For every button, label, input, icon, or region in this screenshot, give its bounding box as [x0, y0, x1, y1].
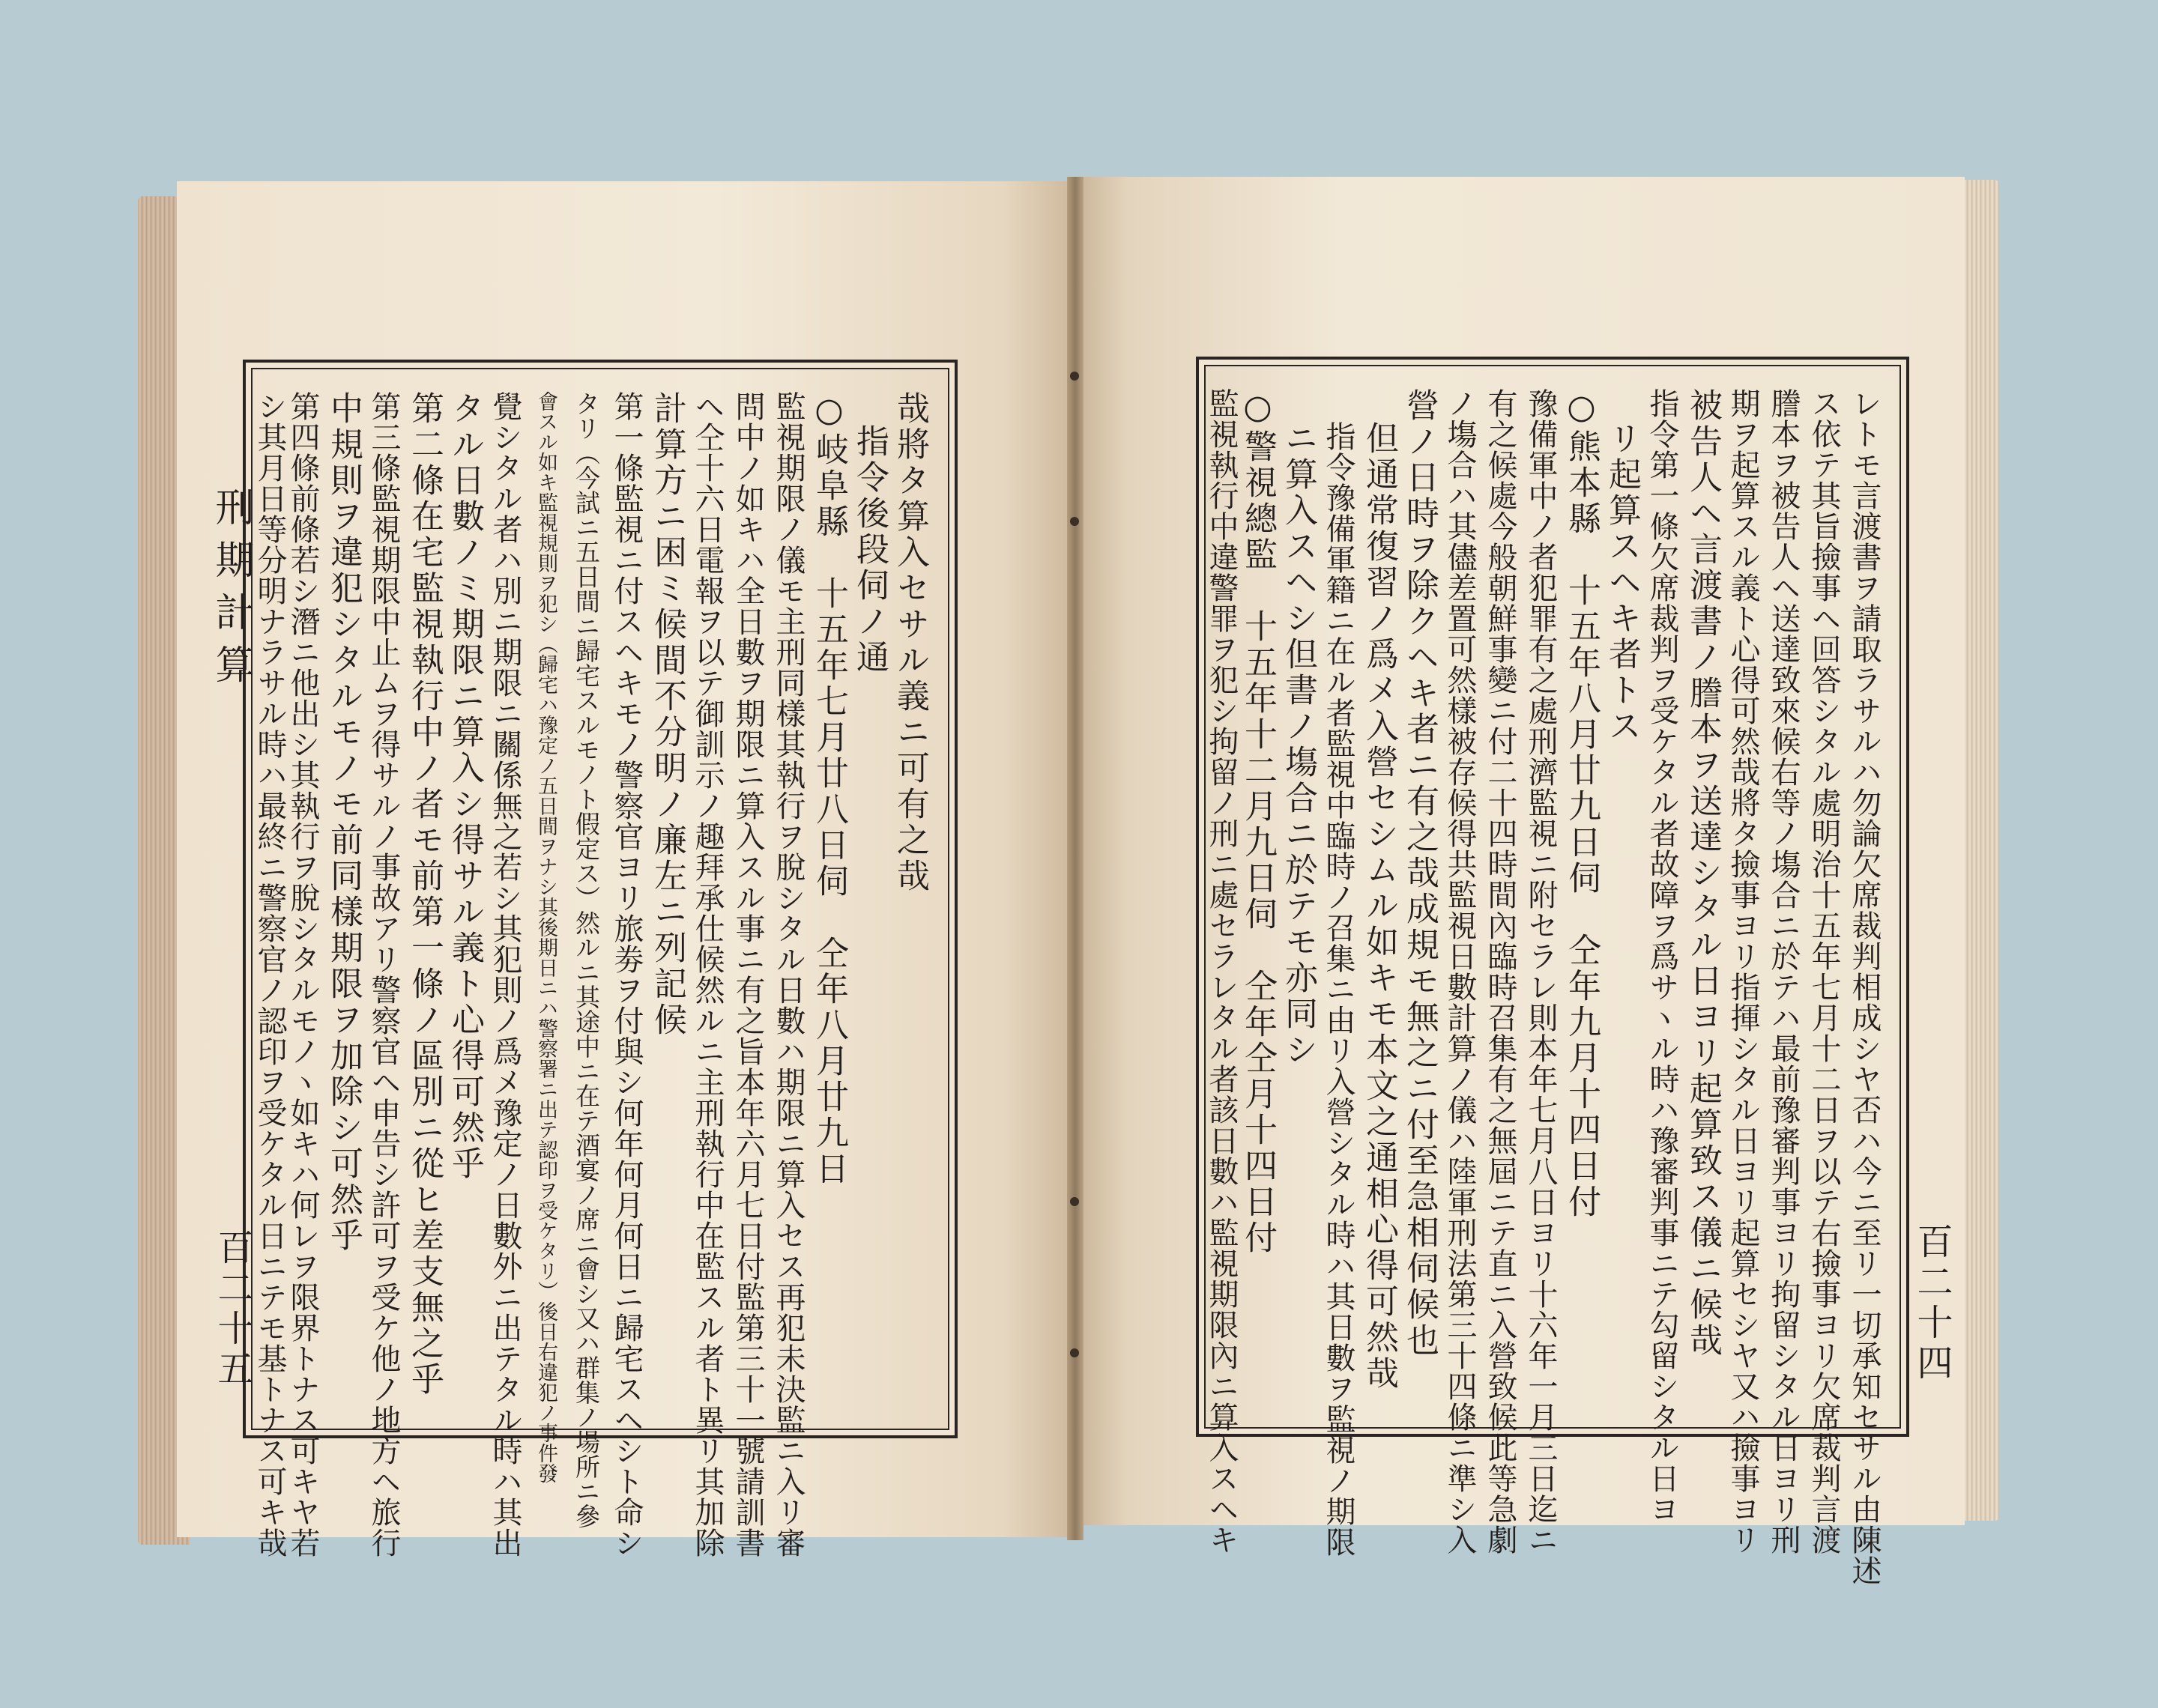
- text-column: ヘ仝十六日電報ヲ以テ御訓示ノ趣拜承仕候然ルニ主刑執行中在監スル者ト異リ其加除: [690, 391, 725, 1558]
- text-column: 被告人ヘ言渡書ノ謄本ヲ送達シタル日ヨリ起算致ス儀ニ候哉: [1684, 388, 1722, 1359]
- text-column: ス依テ其旨撿事ヘ回答シタル處明治十五年七月十二日ヲ以テ右撿事ヨリ欠席裁判言渡: [1807, 388, 1841, 1555]
- text-column: シ其月日等分明ナラサル時ハ最終ニ警察官ノ認印ヲ受ケタル日ニテモ基トナス可キ哉: [253, 391, 287, 1558]
- text-column: 哉將タ算入セサル義ニ可有之哉: [891, 391, 929, 894]
- text-column: ○岐阜縣 十五年七月廿八日伺 仝年八月廿九日: [810, 391, 848, 1187]
- text-column: ○熊本縣 十五年八月廿九日伺 仝年九月十四日付: [1562, 388, 1601, 1220]
- text-column: 覺シタル者ハ別ニ期限ニ關係無之若シ其犯則ノ爲メ豫定ノ日數外ニ出テタル時ハ其出: [488, 391, 522, 1558]
- text-column: 期ヲ起算スル義ト心得可然哉將タ撿事ヨリ指揮シタル日ヨリ起算セシヤ又ハ撿事ヨリ: [1726, 388, 1760, 1555]
- text-column: 監視執行中違警罪ヲ犯シ拘留ノ刑ニ處セラレタル者該日數ハ監視期限內ニ算入スヘキ: [1204, 388, 1239, 1555]
- text-column: 指令豫備軍籍ニ在ル者監視中臨時ノ召集ニ由リ入營シタル時ハ其日數ヲ監視ノ期限: [1321, 421, 1355, 1557]
- binding-stitch-hole: [1070, 517, 1079, 526]
- binding-stitch-hole: [1070, 1197, 1079, 1206]
- text-column: タリ（今試ニ五日間ニ歸宅スルモノト假定ス）然ルニ其途中ニ在テ酒宴ノ席ニ會シ又ハ群集ノ場所ニ參: [572, 391, 601, 1528]
- text-column: 第四條前條若シ潛ニ他出シ其執行ヲ脫シタルモノヽ如キハ何レヲ限界トナス可キヤ若: [285, 391, 320, 1558]
- text-column: 豫備軍中ノ者犯罪有之處刑濟監視ニ附セラレ則本年七月八日ヨリ十六年一月三日迄ニ: [1523, 388, 1558, 1555]
- text-column: 第二條在宅監視執行中ノ者モ前第一條ノ區別ニ從ヒ差支無之乎: [405, 391, 444, 1398]
- text-column: 指令後段伺ノ通: [850, 424, 889, 676]
- text-column: 問中ノ如キハ全日數ヲ期限ニ算入スル事ニ有之旨本年六月七日付監第三十一號請訓書: [731, 391, 765, 1558]
- text-column: 營ノ日時ヲ除クヘキ者ニ有之哉成規モ無之ニ付至急相伺候也: [1400, 388, 1439, 1359]
- text-column: 監視期限ノ儀モ主刑同樣其執行ヲ脫シタル日數ハ期限ニ算入セス再犯未決監ニ入リ審: [771, 391, 806, 1558]
- text-column: 但通常復習ノ爲メ入營セシムル如キモ本文之通相心得可然哉: [1360, 421, 1398, 1392]
- page-number-right: 百二十四: [1911, 1223, 1953, 1384]
- text-column: ニ算入スヘシ但書ノ塲合ニ於テモ亦同シ: [1279, 421, 1317, 1068]
- page-number-left: 百二十五: [211, 1229, 253, 1390]
- text-column: タル日數ノミ期限ニ算入シ得サル義ト心得可然乎: [446, 391, 484, 1182]
- binding-stitch-hole: [1070, 1348, 1079, 1357]
- text-column: レトモ言渡書ヲ請取ラサルハ勿論欠席裁判相成シヤ否ハ今ニ至リ一切承知セサル由陳述: [1847, 388, 1882, 1586]
- text-column: 中規則ヲ違犯シタルモノモ前同樣期限ヲ加除シ可然乎: [324, 391, 363, 1254]
- text-column: 計算方ニ困ミ候間不分明ノ廉左ニ列記候: [648, 391, 686, 1038]
- text-column: リ起算スヘキ者トス: [1603, 421, 1641, 745]
- text-column: 第三條監視期限中止ムヲ得サルノ事故アリ警察官ヘ申告シ許可ヲ受ケ他ノ地方ヘ旅行: [366, 391, 401, 1558]
- text-column: 謄本ヲ被告人ヘ送達致來候右等ノ塲合ニ於テハ最前豫審判事ヨリ拘留シタル日ヨリ刑: [1766, 388, 1801, 1555]
- text-column: ノ塲合ハ其儘差置可然樣被存候得共監視日數計算ノ儀ハ陸軍刑法第三十四條ニ準シ入: [1442, 388, 1477, 1555]
- text-column: 會スル如キ監視規則ヲ犯シ（歸宅ハ豫定ノ五日間ヲナシ其後期日ニハ警察署ニ出テ認印ヲ受ケタリ）後日右違犯ノ事件發: [534, 391, 557, 1483]
- text-column: 有之候處今般朝鮮事變ニ付二十四時間內臨時召集有之無屆ニテ直ニ入營致候此等急劇: [1483, 388, 1517, 1555]
- text-column: ○警視總監 十五年十二月九日伺 仝年仝月十四日付: [1239, 388, 1277, 1256]
- binding-stitch-hole: [1070, 372, 1079, 381]
- text-column: 指令第一條欠席裁判ヲ受ケタル者故障ヲ爲サヽル時ハ豫審判事ニテ勾留シタル日ヨ: [1645, 388, 1679, 1524]
- book-gutter: [1067, 177, 1083, 1540]
- running-title: 刑期計算: [208, 487, 253, 697]
- text-column: 第一條監視ニ付スヘキモノ警察官ヨリ旅劵ヲ付與シ何年何月何日ニ歸宅スヘシト命シ: [609, 391, 644, 1558]
